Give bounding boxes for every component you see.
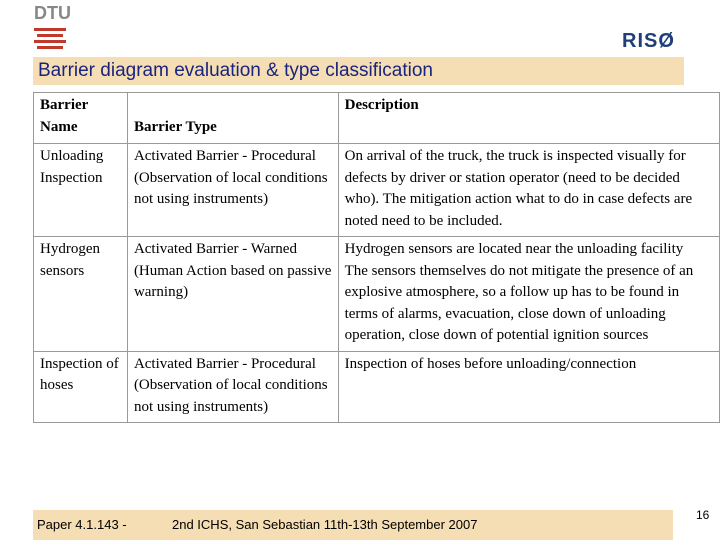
- description-line: The sensors themselves do not mitigate the presence of an explosive atmosphere, so a follow up has to be found in terms of alarms, evacuation, close down of unloading operation, close down of potential ignition sources: [344, 262, 694, 343]
- slide-title: Barrier diagram evaluation & type classification: [38, 60, 433, 81]
- header-description: Description: [338, 93, 719, 144]
- header-barrier-type-cell: [127, 93, 338, 144]
- cell-description: [338, 237, 719, 352]
- table-row: [34, 351, 720, 423]
- cell-barrier-name: Unloading Inspection: [34, 144, 128, 237]
- table-row: [34, 237, 720, 352]
- cell-barrier-name: Inspection of hoses: [34, 351, 128, 423]
- table-header-row: [34, 93, 720, 144]
- riso-logo: RISØ: [622, 30, 675, 52]
- table-row: [34, 144, 720, 237]
- dtu-logo-text: DTU: [34, 3, 71, 23]
- barrier-table: [33, 92, 720, 423]
- description-line: Hydrogen sensors are located near the unloading facility: [344, 241, 684, 257]
- footer-paper: Paper 4.1.143 -: [37, 517, 127, 532]
- dtu-logo-mark: [34, 28, 66, 49]
- dtu-logo: [34, 3, 71, 54]
- cell-barrier-type: Activated Barrier - Procedural (Observation of local conditions not using instruments): [127, 144, 338, 237]
- cell-barrier-name: Hydrogen sensors: [34, 237, 128, 352]
- title-bar: [33, 57, 684, 85]
- header-barrier-type: Barrier Type: [133, 119, 217, 135]
- cell-barrier-type: Activated Barrier - Warned (Human Action based on passive warning): [127, 237, 338, 352]
- cell-description: On arrival of the truck, the truck is inspected visually for defects by driver or station operator (need to be decided who). The mitigation action what to do in case defects are noted need to be included.: [338, 144, 719, 237]
- cell-barrier-type: Activated Barrier - Procedural (Observation of local conditions not using instruments): [127, 351, 338, 423]
- footer-conference: 2nd ICHS, San Sebastian 11th-13th September 2007: [172, 517, 478, 532]
- header-barrier-name: Barrier Name: [34, 93, 128, 144]
- page-number: 16: [696, 508, 710, 522]
- cell-description: Inspection of hoses before unloading/connection: [338, 351, 719, 423]
